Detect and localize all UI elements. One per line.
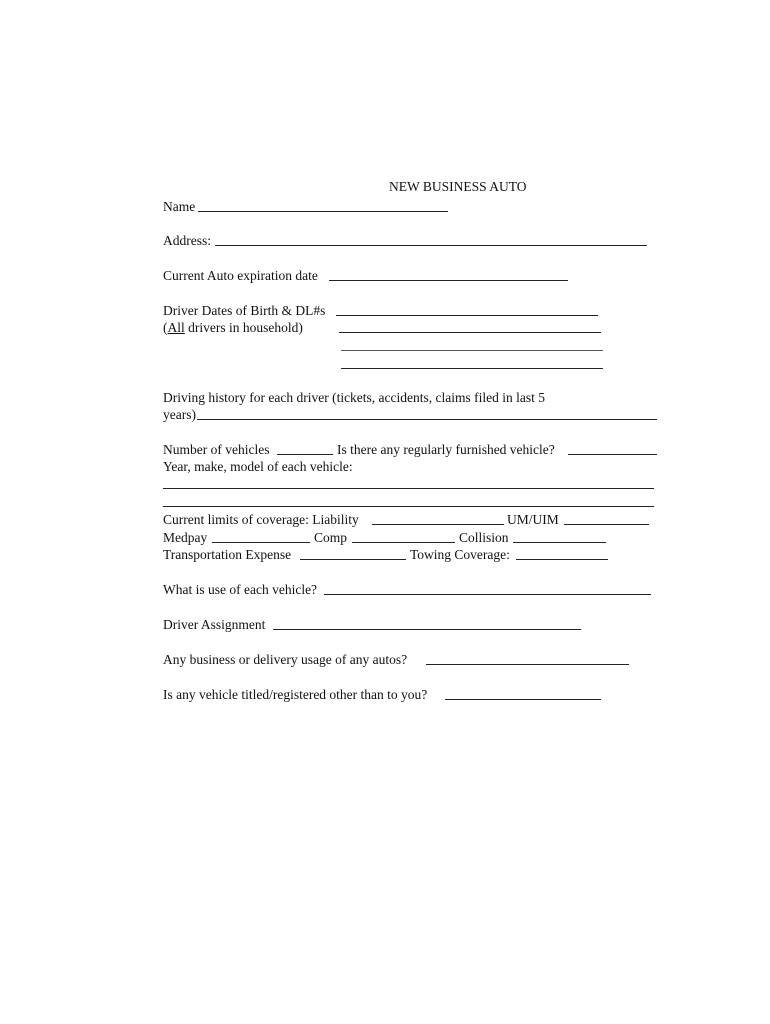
medpay-label: Medpay xyxy=(163,530,208,545)
business-usage-field[interactable] xyxy=(426,664,629,665)
driving-history-field[interactable] xyxy=(197,419,657,420)
titled-field[interactable] xyxy=(445,699,601,700)
collision-label: Collision xyxy=(459,530,509,545)
umuim-field[interactable] xyxy=(564,524,649,525)
transport-label: Transportation Expense xyxy=(163,547,292,562)
liability-label: Current limits of coverage: Liability xyxy=(163,512,359,527)
driver-dob-field-1[interactable] xyxy=(336,315,598,316)
driving-history-label: Driving history for each driver (tickets, accidents, claims filed in last 5 xyxy=(163,390,546,405)
name-label: Name xyxy=(163,199,196,214)
driver-dob-label: Driver Dates of Birth & DL#s xyxy=(163,303,326,318)
liability-field[interactable] xyxy=(372,524,504,525)
ymm-field-1[interactable] xyxy=(163,488,654,489)
num-vehicles-field[interactable] xyxy=(277,454,333,455)
collision-field[interactable] xyxy=(513,542,606,543)
titled-label: Is any vehicle titled/registered other than to you? xyxy=(163,687,428,702)
comp-field[interactable] xyxy=(352,542,455,543)
medpay-field[interactable] xyxy=(212,542,310,543)
assignment-field[interactable] xyxy=(273,629,581,630)
furnished-label: Is there any regularly furnished vehicle? xyxy=(337,442,555,457)
expiration-field[interactable] xyxy=(329,280,568,281)
business-usage-label: Any business or delivery usage of any autos? xyxy=(163,652,408,667)
driver-dob-field-2[interactable] xyxy=(339,332,601,333)
towing-field[interactable] xyxy=(516,559,608,560)
driving-history-label-cont: years) xyxy=(163,407,196,422)
umuim-label: UM/UIM xyxy=(507,512,559,527)
address-field[interactable] xyxy=(215,245,647,246)
ymm-field-2[interactable] xyxy=(163,506,654,507)
comp-label: Comp xyxy=(314,530,348,545)
furnished-field[interactable] xyxy=(568,454,657,455)
towing-label: Towing Coverage: xyxy=(410,547,510,562)
all-drivers-note: (All drivers in household) xyxy=(163,320,303,335)
expiration-label: Current Auto expiration date xyxy=(163,268,318,283)
use-field[interactable] xyxy=(324,594,651,595)
num-vehicles-label: Number of vehicles xyxy=(163,442,270,457)
address-label: Address: xyxy=(163,233,211,248)
driver-dob-field-3[interactable] xyxy=(341,350,603,351)
use-label: What is use of each vehicle? xyxy=(163,582,318,597)
transport-field[interactable] xyxy=(300,559,406,560)
name-field[interactable] xyxy=(198,211,448,212)
ymm-label: Year, make, model of each vehicle: xyxy=(163,459,353,474)
form-title: NEW BUSINESS AUTO xyxy=(389,179,527,194)
driver-dob-field-4[interactable] xyxy=(341,368,603,369)
assignment-label: Driver Assignment xyxy=(163,617,266,632)
